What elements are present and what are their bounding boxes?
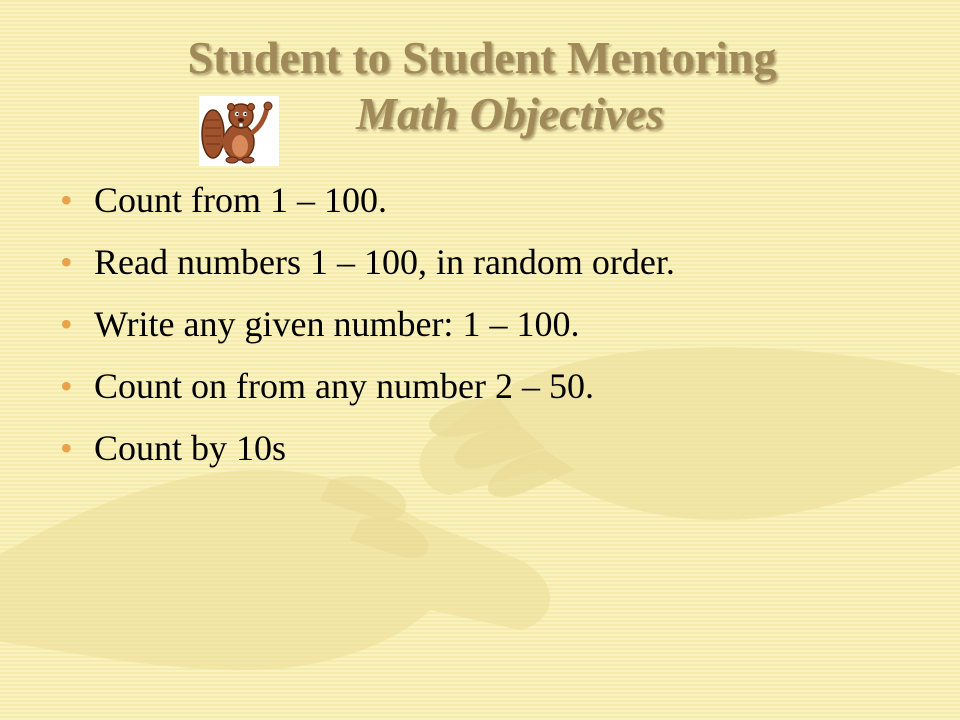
list-item-text: Count by 10s bbox=[94, 428, 287, 468]
list-item-text: Count from 1 – 100. bbox=[94, 180, 387, 220]
bullet-dot-icon: • bbox=[60, 180, 73, 220]
bullet-dot-icon: • bbox=[60, 366, 73, 406]
bullet-dot-icon: • bbox=[60, 304, 73, 344]
bullet-dot-icon: • bbox=[60, 242, 73, 282]
list-item-text: Read numbers 1 – 100, in random order. bbox=[94, 242, 675, 282]
list-item-text: Write any given number: 1 – 100. bbox=[94, 304, 580, 344]
objectives-list bbox=[60, 176, 675, 486]
slide-title bbox=[0, 30, 960, 142]
list-item bbox=[60, 238, 675, 300]
list-item bbox=[60, 424, 675, 486]
beaver-icon bbox=[199, 96, 279, 166]
list-item bbox=[60, 362, 675, 424]
list-item bbox=[60, 176, 675, 238]
title-line-2: Math Objectives bbox=[356, 88, 664, 139]
title-line-1: Student to Student Mentoring bbox=[187, 32, 777, 83]
bullet-dot-icon: • bbox=[60, 428, 73, 468]
list-item bbox=[60, 300, 675, 362]
list-item-text: Count on from any number 2 – 50. bbox=[94, 366, 594, 406]
